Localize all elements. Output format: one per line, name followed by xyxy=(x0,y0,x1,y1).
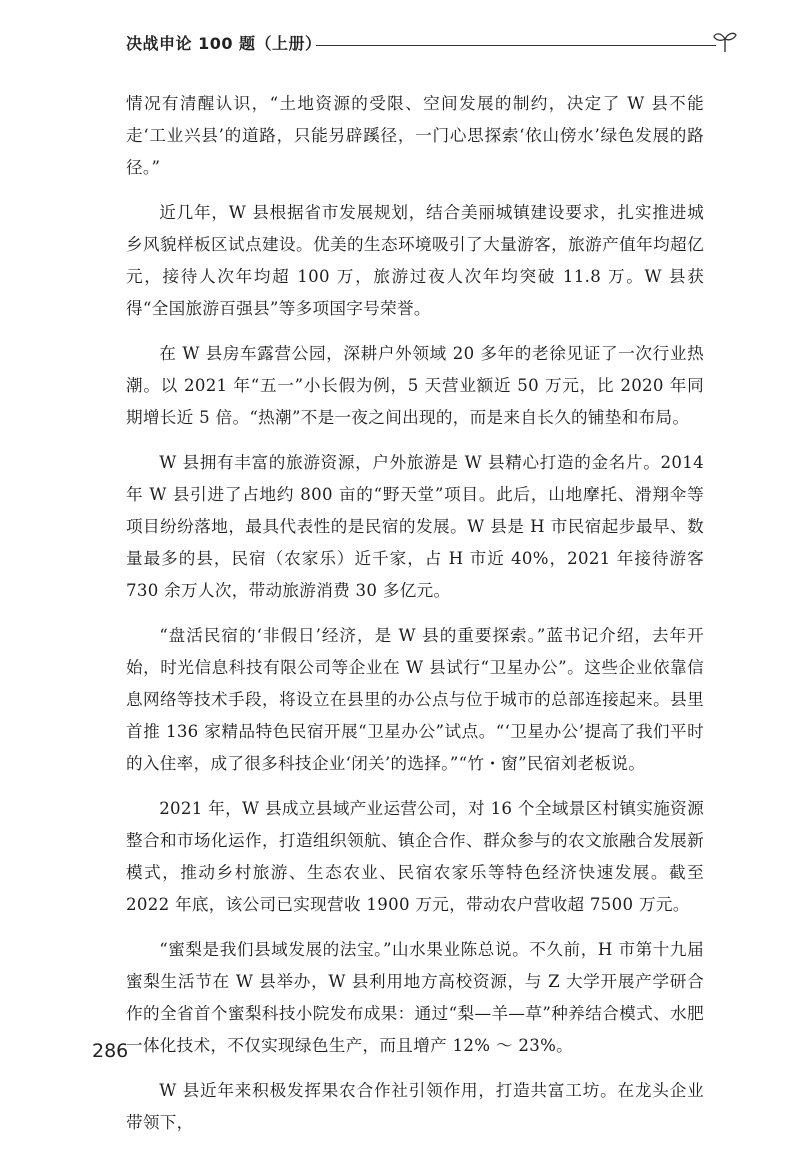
paragraph: 情况有清醒认识，“土地资源的受限、空间发展的制约，决定了 W 县不能走‘工业兴县’的道路，只能另辟蹊径，一门心思探索‘依山傍水’绿色发展的路径。” xyxy=(126,94,704,177)
paragraph: “盘活民宿的‘非假日’经济，是 W 县的重要探索。”蓝书记介绍，去年开始，时光信息科技有限公司等企业在 W 县试行“卫星办公”。这些企业依靠信息网络等技术手段，将设立在县里的办公点与位于城市的总部连接起来。县里首推 136 家精品特色民宿开展“卫星办公”试点。“‘卫星办公’提高了我们平时的入住率，成了很多科技企业‘闭关’的选择。”“竹・窗”民宿刘老板说。 xyxy=(126,626,704,773)
sprout-icon xyxy=(712,30,738,54)
paragraph: “蜜梨是我们县域发展的法宝。”山水果业陈总说。不久前，H 市第十九届蜜梨生活节在 W 县举办，W 县利用地方高校资源，与 Z 大学开展产学研合作的全省首个蜜梨科技小院发布成果：通过“梨—羊—草”种养结合模式、水肥一体化技术，不仅实现绿色生产，而且增产 12% ～ 23%。 xyxy=(126,940,704,1055)
paragraph: W 县近年来积极发挥果农合作社引领作用，打造共富工坊。在龙头企业带领下， xyxy=(126,1081,704,1132)
book-title: 决战申论 100 题（上册） xyxy=(126,34,322,53)
paragraph: W 县拥有丰富的旅游资源，户外旅游是 W 县精心打造的金名片。2014 年 W 县引进了占地约 800 亩的“野天堂”项目。此后，山地摩托、滑翔伞等项目纷纷落地，最具代表性的是民宿的发展。W 县是 H 市民宿起步最早、数量最多的县，民宿（农家乐）近千家，占 H 市近 40%，2021 年接待游客 730 余万人次，带动旅游消费 30 多亿元。 xyxy=(126,453,704,600)
page-header xyxy=(126,34,736,60)
page-body xyxy=(126,88,704,1152)
header-rule xyxy=(316,45,716,46)
paragraph: 在 W 县房车露营公园，深耕户外领域 20 多年的老徐见证了一次行业热潮。以 2021 年“五一”小长假为例，5 天营业额近 50 万元，比 2020 年同期增长近 5 倍。“热潮”不是一夜之间出现的，而是来自长久的铺垫和布局。 xyxy=(126,344,704,427)
page-number: 286 xyxy=(92,1040,129,1062)
paragraph: 近几年，W 县根据省市发展规划，结合美丽城镇建设要求，扎实推进城乡风貌样板区试点建设。优美的生态环境吸引了大量游客，旅游产值年均超亿元，接待人次年均超 100 万，旅游过夜人次年均突破 11.8 万。W 县获得“全国旅游百强县”等多项国字号荣誉。 xyxy=(126,203,704,318)
paragraph: 2021 年，W 县成立县域产业运营公司，对 16 个全域景区村镇实施资源整合和市场化运作，打造组织领航、镇企合作、群众参与的农文旅融合发展新模式，推动乡村旅游、生态农业、民宿农家乐等特色经济快速发展。截至 2022 年底，该公司已实现营收 1900 万元，带动农户营收超 7500 万元。 xyxy=(126,799,704,914)
